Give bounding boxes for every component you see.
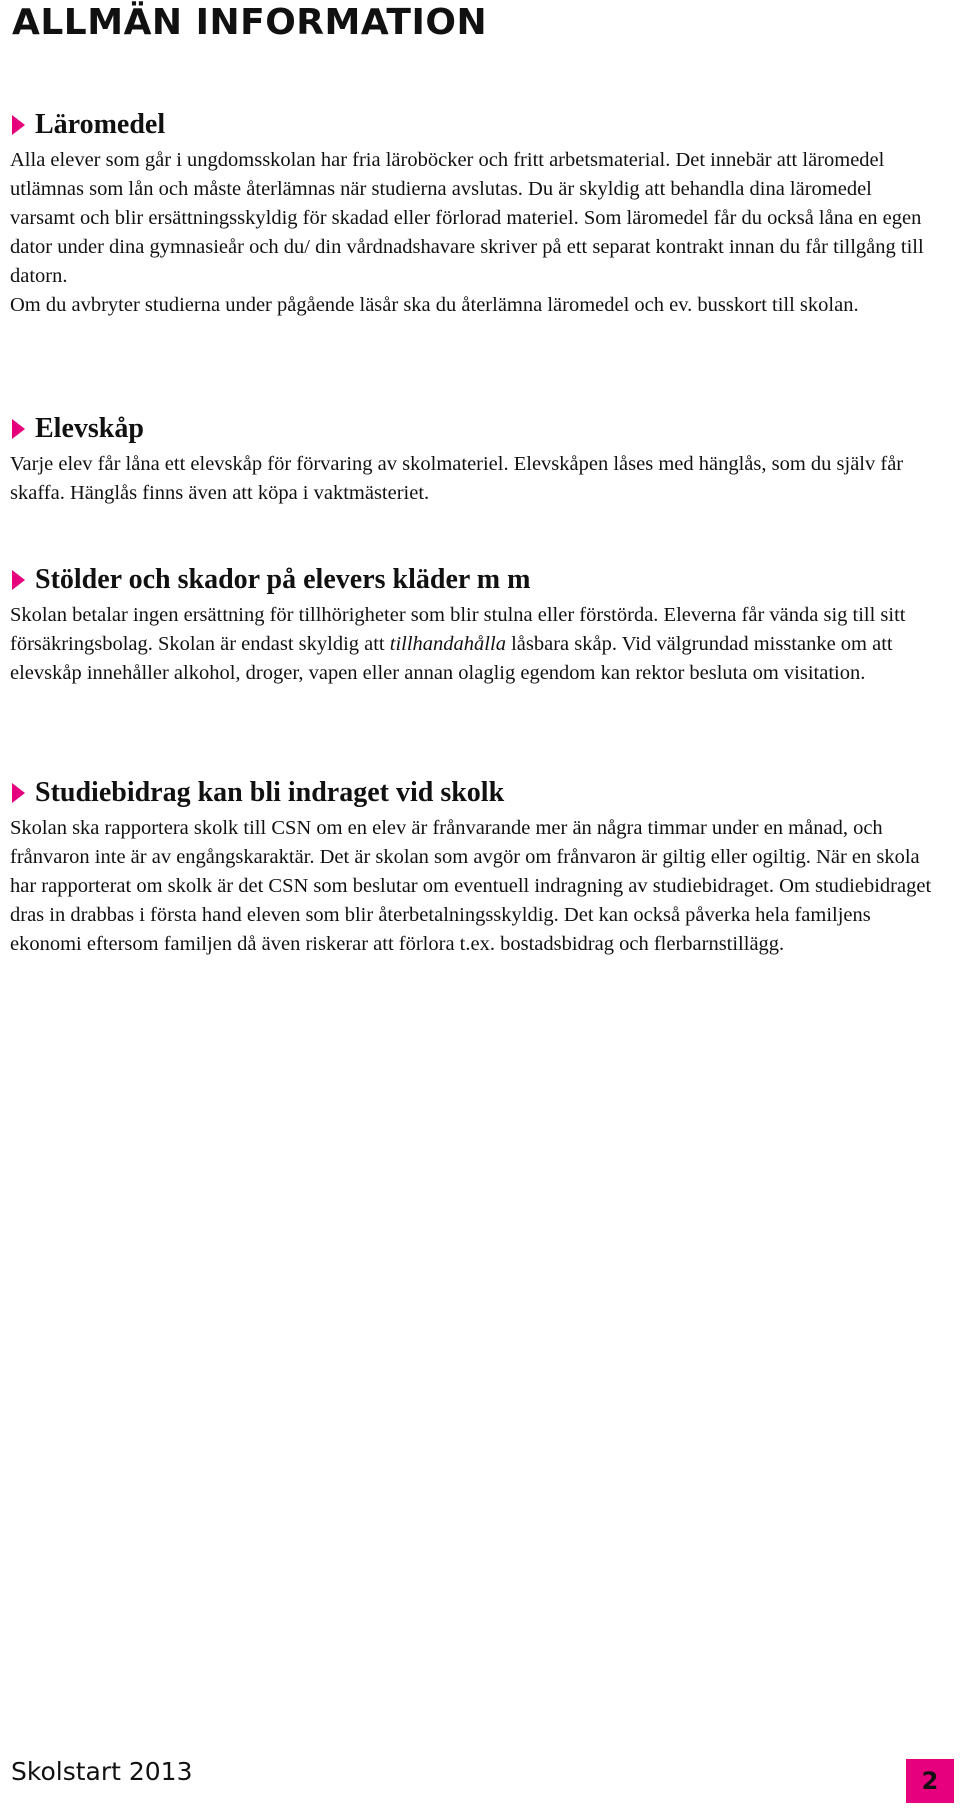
section-stolder xyxy=(10,563,938,688)
section-paragraph: Varje elev får låna ett elevskåp för förvaring av skolmateriel. Elevskåpen låses med hänglås, som du själv får skaffa. Hänglås finns även att köpa i vaktmästeriet. xyxy=(10,453,904,504)
section-elevskap xyxy=(10,412,938,508)
footer-label: Skolstart 2013 xyxy=(11,1757,193,1786)
section-heading-text: Elevskåp xyxy=(35,413,144,444)
section-paragraph: Alla elever som går i ungdomsskolan har fria läroböcker och fritt arbetsmaterial. Det innebär att läromedel utlämnas som lån och måste återlämnas när studierna avslutas. Du är skyldig att behandla dina läromedel varsamt och blir ersättningsskyldig för skadad eller förlorad materiel. Som läromedel får du också låna en egen dator under dina gymnasieår och du/ din vårdnadshavare skriver på ett separat kontrakt innan du får tillgång till datorn. xyxy=(10,149,924,287)
section-heading xyxy=(10,563,938,597)
section-heading xyxy=(10,776,938,810)
section-paragraph: Skolan ska rapportera skolk till CSN om en elev är frånvarande mer än några timmar under en månad, och frånvaron inte är av engångskaraktär. Det är skolan som avgör om frånvaron är giltig eller ogiltig. När en skola har rapporterat om skolk är det CSN som beslutar om eventuell indragning av studiebidraget. Om studiebidraget dras in drabbas i första hand eleven som blir återbetalningsskyldig. Det kan också påverka hela familjens ekonomi eftersom familjen då även riskerar att förlora t.ex. bostadsbidrag och flerbarnstillägg. xyxy=(10,817,932,955)
section-heading xyxy=(10,108,938,142)
page-title: ALLMÄN INFORMATION xyxy=(12,2,488,43)
section-heading-text: Studiebidrag kan bli indraget vid skolk xyxy=(35,777,505,808)
section-heading-text: Stölder och skador på elevers kläder m m xyxy=(35,564,531,595)
section-paragraph: Om du avbryter studierna under pågående läsår ska du återlämna läromedel och ev. busskort till skolan. xyxy=(10,294,859,316)
page-number-badge: 2 xyxy=(906,1759,954,1803)
section-paragraph xyxy=(10,601,938,688)
triangle-bullet-icon xyxy=(12,115,25,135)
emphasized-text: tillhandahålla xyxy=(389,633,506,655)
triangle-bullet-icon xyxy=(12,570,25,590)
section-heading xyxy=(10,412,938,446)
section-heading-text: Läromedel xyxy=(35,109,166,140)
triangle-bullet-icon xyxy=(12,783,25,803)
triangle-bullet-icon xyxy=(12,419,25,439)
paragraph-text: låsbara skåp. Vid välgrundad misstanke om att elevskåp innehåller alkohol, droger, vapen eller annan olaglig egendom kan rektor besluta om visitation. xyxy=(10,633,893,684)
paragraph-text: Skolan betalar ingen ersättning för tillhörigheter som blir stulna eller förstörda. Eleverna får vända sig till sitt försäkringsbolag. Skolan är endast skyldig att xyxy=(10,604,906,655)
section-studiebidrag xyxy=(10,776,938,959)
section-laromedel xyxy=(10,108,938,320)
